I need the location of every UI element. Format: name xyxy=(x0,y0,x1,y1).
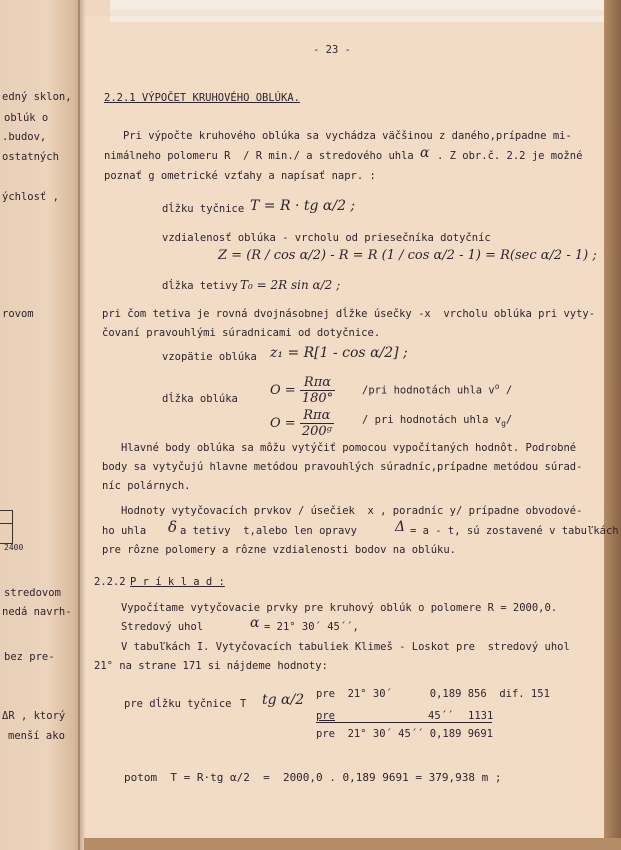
left-margin-line: edný sklon, xyxy=(2,91,72,103)
page-number: - 23 - xyxy=(313,44,351,56)
note-grads xyxy=(362,414,512,428)
paragraph-line: = 21° 30´ 45´´, xyxy=(264,621,359,633)
paragraph-line: V tabuľkách I. Vytyčovacích tabuliek Klimeš - Loskot pre stredový uhol xyxy=(102,641,570,653)
left-margin-grid-sketch xyxy=(0,510,13,544)
section-heading-number: 2.2.2 xyxy=(94,576,126,588)
note-degrees-end: / xyxy=(499,384,513,397)
table-symbol: T xyxy=(240,698,247,710)
paragraph-line: = a - t, sú zostavené v tabuľkách xyxy=(410,525,619,537)
table-row-value: 45´´ xyxy=(428,710,454,722)
left-margin-line: oblúk o xyxy=(4,112,49,124)
paragraph-line: Hlavné body oblúka sa môžu vytýčiť pomocou vypočítaných hodnôt. Podrobné xyxy=(102,442,577,454)
paragraph-line: nimálneho polomeru R / R min./ a stredového uhla xyxy=(104,150,414,162)
formula-arc-degrees: O = $\frac{\text{Rπα}}{180^\circ}$ xyxy=(270,375,334,406)
paragraph-line: Stredový uhol xyxy=(102,621,204,633)
paragraph-line: 21° na strane 171 si nájdeme hodnoty: xyxy=(94,660,328,672)
book-bottom-edge xyxy=(84,838,621,850)
table-tg: tg α/2 xyxy=(262,692,305,708)
paragraph-line: Pri výpočte kruhového oblúka sa vychádza väčšinou z daného,prípadne mi- xyxy=(104,130,572,142)
table-row-label: pre xyxy=(316,710,335,722)
formula-label: vzdialenosť oblúka - vrcholu od priesečníka dotyčníc xyxy=(162,232,491,244)
table-row: pre 21° 30´ 45´´ 0,189 9691 xyxy=(316,728,494,740)
note-grads-end: / xyxy=(505,414,513,426)
alpha-symbol: α xyxy=(250,615,260,631)
note-degrees xyxy=(362,382,512,397)
formula-label: vzopätie oblúka xyxy=(162,351,257,363)
note-grads-text: / pri hodnotách uhla v xyxy=(362,414,502,426)
left-margin-line: ΔR , ktorý xyxy=(2,710,66,722)
note-degrees-text: /pri hodnotách uhla v xyxy=(362,384,495,397)
paragraph-line: pre rôzne polomery a rôzne vzdialenosti bodov na oblúku. xyxy=(102,544,457,556)
left-margin-line: menší ako xyxy=(8,730,65,742)
formula-z: Z = (R / cos α/2) - R = R (1 / cos α/2 - 1) = R(sec α/2 - 1) ; xyxy=(218,248,597,263)
paragraph-line: . Z obr.č. 2.2 je možné xyxy=(437,150,583,162)
table-row: pre 21° 30´ 0,189 856 dif. 151 xyxy=(316,688,550,700)
page-top-edge-shadow xyxy=(110,10,621,16)
paragraph-line: Hodnoty vytyčovacích prvkov / úsečiek x , poradníc y/ prípadne obvodové- xyxy=(102,505,583,517)
left-margin-line: 2400 xyxy=(4,543,24,552)
left-margin-line: ostatných xyxy=(2,151,59,163)
formula-chord: T₀ = 2R sin α/2 ; xyxy=(240,278,341,292)
left-margin-line: bez pre- xyxy=(4,651,55,663)
formula-label: dĺžku tyčnice xyxy=(162,203,245,215)
formula-arc-grads: O = $\frac{\text{Rπα}}{\text{200ᵍ}}$ xyxy=(270,408,332,439)
paragraph-line: níc polárnych. xyxy=(102,480,191,492)
previous-page-strip xyxy=(0,0,80,850)
arc-denominator: 180° xyxy=(301,391,334,406)
arc-numerator: Rπα xyxy=(300,408,334,424)
formula-label: dĺžka oblúka xyxy=(162,393,238,405)
formula-tangent: T = R · tg α/2 ; xyxy=(250,198,356,214)
left-margin-line: .budov, xyxy=(2,131,47,143)
table-rule xyxy=(316,722,492,723)
section-heading: P r í k l a d : xyxy=(130,576,225,588)
table-label: pre dĺžku tyčnice xyxy=(124,698,232,710)
alpha-symbol: α xyxy=(420,145,430,161)
formula-arrow: z₁ = R[1 - cos α/2] ; xyxy=(270,345,408,361)
delta-symbol: Δ xyxy=(395,519,406,535)
left-margin-line: nedá navrh- xyxy=(2,606,72,618)
paragraph-line: body sa vytyčujú hlavne metódou pravouhlých súradníc,prípadne metódou súrad- xyxy=(102,461,583,473)
result-line: potom T = R·tg α/2 = 2000,0 . 0,189 9691 = 379,938 m ; xyxy=(124,771,502,784)
paragraph-line: Vypočítame vytyčovacie prvky pre kruhový oblúk o polomere R = 2000,0. xyxy=(102,602,558,614)
note-degrees-sup: o xyxy=(494,382,500,391)
section-heading: 2.2.1 VÝPOČET KRUHOVÉHO OBLÚKA. xyxy=(104,92,300,104)
left-margin-line: ýchlosť , xyxy=(2,191,59,203)
paragraph-line: a tetivy t,alebo len opravy xyxy=(180,525,358,537)
left-margin-line: stredovom xyxy=(4,587,61,599)
arc-denominator: 200ᵍ xyxy=(301,424,332,439)
left-margin-line: rovom xyxy=(2,308,34,320)
paragraph-line: ho uhla xyxy=(102,525,147,537)
delta-symbol: δ xyxy=(168,518,178,536)
paragraph-line: poznať g ometrické vzťahy a napísať napr. : xyxy=(104,170,376,182)
note-grads-sub: g xyxy=(501,419,506,429)
arc-numerator: Rπα xyxy=(300,375,335,391)
binding-shadow xyxy=(78,0,86,850)
table-row-value: 1131 xyxy=(468,710,494,722)
paragraph-line: čovaní pravouhlými súradnicami od dotyčnice. xyxy=(102,327,381,339)
paragraph-line: pri čom tetiva je rovná dvojnásobnej dĺžke úsečky -x vrcholu oblúka pri vyty- xyxy=(102,308,596,320)
formula-label: dĺžka tetivy xyxy=(162,280,238,292)
book-right-edge xyxy=(604,0,621,850)
